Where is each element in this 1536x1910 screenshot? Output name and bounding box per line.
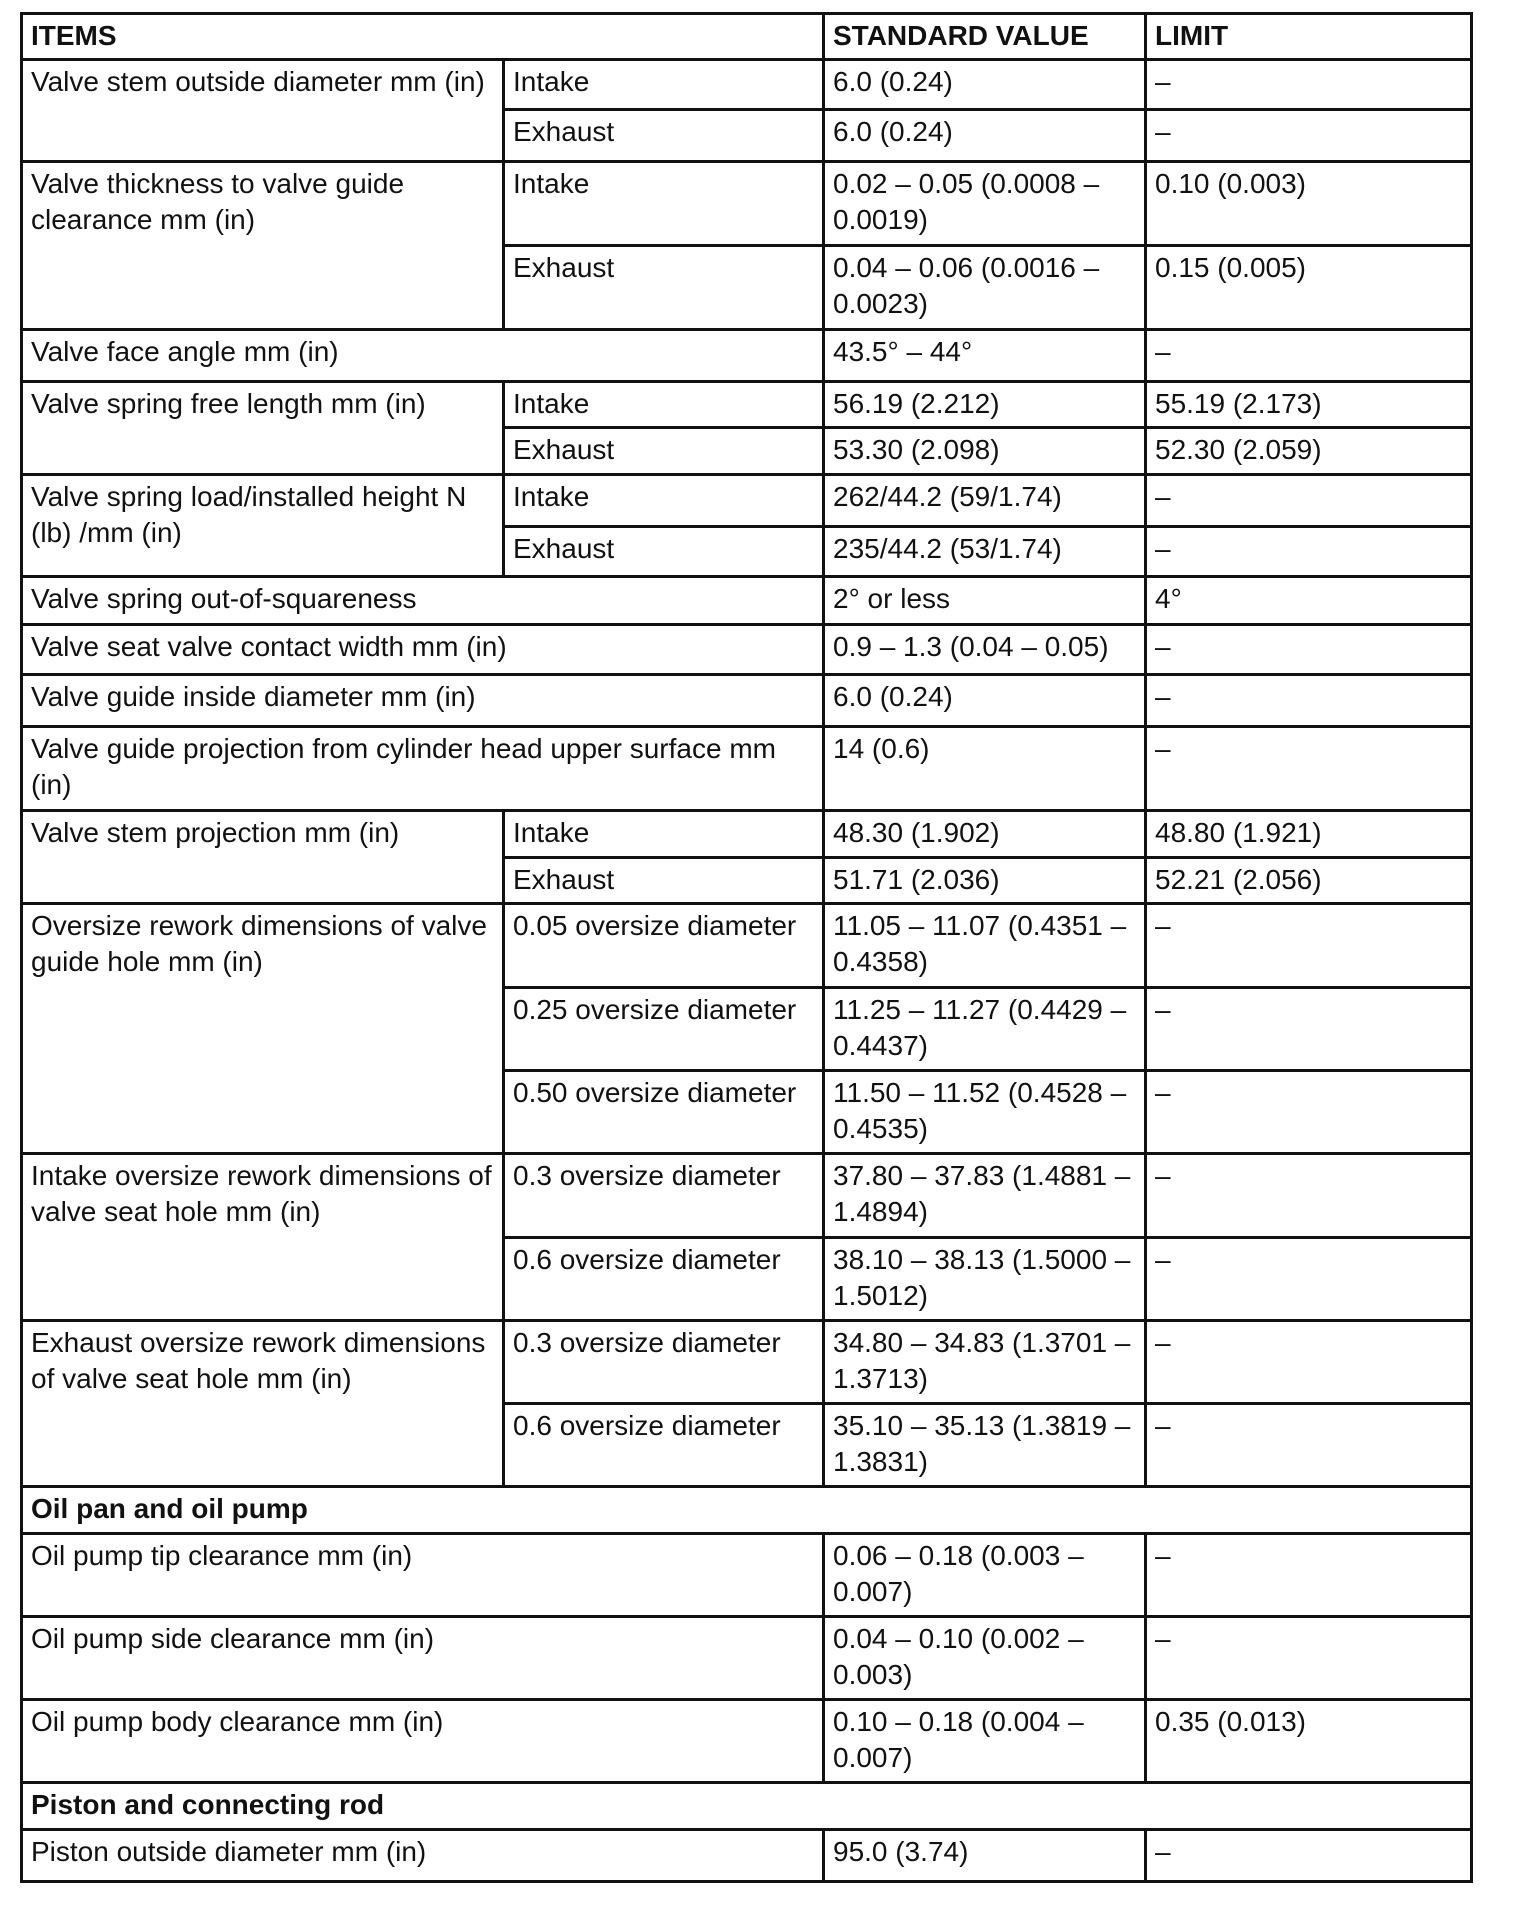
item-cell: Valve stem outside diameter mm (in) — [22, 60, 504, 162]
section-row — [22, 1487, 1472, 1534]
limit-cell: 0.15 (0.005) — [1146, 246, 1472, 330]
item-cell: Valve spring out-of-squareness — [22, 577, 824, 625]
item-cell: Valve face angle mm (in) — [22, 330, 824, 382]
limit-cell: 52.30 (2.059) — [1146, 428, 1472, 475]
table-row — [22, 625, 1472, 675]
limit-cell: – — [1146, 1321, 1472, 1404]
table-row — [22, 1154, 1472, 1238]
limit-cell: – — [1146, 675, 1472, 727]
item-cell: Valve guide inside diameter mm (in) — [22, 675, 824, 727]
standard-value-cell: 6.0 (0.24) — [824, 110, 1146, 162]
limit-cell: – — [1146, 1404, 1472, 1487]
item-cell: Valve guide projection from cylinder head upper surface mm (in) — [22, 727, 824, 811]
item-cell: Oil pump side clearance mm (in) — [22, 1617, 824, 1700]
limit-cell: – — [1146, 527, 1472, 577]
sub-item-cell: Intake — [504, 811, 824, 858]
standard-value-cell: 37.80 – 37.83 (1.4881 – 1.4894) — [824, 1154, 1146, 1238]
sub-item-cell: Exhaust — [504, 110, 824, 162]
table-row — [22, 475, 1472, 527]
sub-item-cell: Intake — [504, 475, 824, 527]
table-row — [22, 904, 1472, 988]
standard-value-cell: 11.05 – 11.07 (0.4351 – 0.4358) — [824, 904, 1146, 988]
table-row — [22, 1700, 1472, 1783]
sub-item-cell: Exhaust — [504, 428, 824, 475]
standard-value-cell: 0.04 – 0.10 (0.002 – 0.003) — [824, 1617, 1146, 1700]
item-cell: Valve spring load/installed height N (lb) /mm (in) — [22, 475, 504, 577]
sub-item-cell: Intake — [504, 162, 824, 246]
limit-cell: – — [1146, 60, 1472, 110]
standard-value-cell: 95.0 (3.74) — [824, 1830, 1146, 1882]
sub-item-cell: 0.25 oversize diameter — [504, 988, 824, 1071]
limit-cell: – — [1146, 330, 1472, 382]
sub-item-cell: 0.3 oversize diameter — [504, 1154, 824, 1238]
standard-value-cell: 51.71 (2.036) — [824, 858, 1146, 904]
table-row — [22, 1534, 1472, 1617]
table-row — [22, 727, 1472, 811]
standard-value-cell: 34.80 – 34.83 (1.3701 – 1.3713) — [824, 1321, 1146, 1404]
sub-item-cell: Exhaust — [504, 858, 824, 904]
standard-value-cell: 0.04 – 0.06 (0.0016 – 0.0023) — [824, 246, 1146, 330]
limit-cell: – — [1146, 904, 1472, 988]
limit-cell: 48.80 (1.921) — [1146, 811, 1472, 858]
sub-item-cell: Intake — [504, 382, 824, 428]
limit-cell: 0.10 (0.003) — [1146, 162, 1472, 246]
item-cell: Intake oversize rework dimensions of valve seat hole mm (in) — [22, 1154, 504, 1321]
standard-value-cell: 14 (0.6) — [824, 727, 1146, 811]
standard-value-cell: 262/44.2 (59/1.74) — [824, 475, 1146, 527]
sub-item-cell: 0.6 oversize diameter — [504, 1404, 824, 1487]
limit-cell: 52.21 (2.056) — [1146, 858, 1472, 904]
table-row — [22, 1830, 1472, 1882]
table-row — [22, 675, 1472, 727]
standard-value-cell: 56.19 (2.212) — [824, 382, 1146, 428]
standard-value-cell: 48.30 (1.902) — [824, 811, 1146, 858]
specifications-table — [20, 12, 1473, 1883]
header-standard-value: STANDARD VALUE — [824, 14, 1146, 60]
item-cell: Piston outside diameter mm (in) — [22, 1830, 824, 1882]
standard-value-cell: 38.10 – 38.13 (1.5000 – 1.5012) — [824, 1238, 1146, 1321]
item-cell: Oversize rework dimensions of valve guide hole mm (in) — [22, 904, 504, 1154]
table-row — [22, 577, 1472, 625]
standard-value-cell: 11.25 – 11.27 (0.4429 – 0.4437) — [824, 988, 1146, 1071]
table-row — [22, 1617, 1472, 1700]
item-cell: Valve thickness to valve guide clearance mm (in) — [22, 162, 504, 330]
standard-value-cell: 6.0 (0.24) — [824, 675, 1146, 727]
standard-value-cell: 53.30 (2.098) — [824, 428, 1146, 475]
standard-value-cell: 35.10 – 35.13 (1.3819 – 1.3831) — [824, 1404, 1146, 1487]
table-row — [22, 1321, 1472, 1404]
table-row — [22, 162, 1472, 246]
section-heading-oil-pan: Oil pan and oil pump — [22, 1487, 1472, 1534]
sub-item-cell: 0.6 oversize diameter — [504, 1238, 824, 1321]
standard-value-cell: 2° or less — [824, 577, 1146, 625]
item-cell: Valve stem projection mm (in) — [22, 811, 504, 904]
item-cell: Valve spring free length mm (in) — [22, 382, 504, 475]
standard-value-cell: 0.9 – 1.3 (0.04 – 0.05) — [824, 625, 1146, 675]
sub-item-cell: Exhaust — [504, 246, 824, 330]
limit-cell: 55.19 (2.173) — [1146, 382, 1472, 428]
table-row — [22, 382, 1472, 428]
table-row — [22, 811, 1472, 858]
item-cell: Oil pump body clearance mm (in) — [22, 1700, 824, 1783]
sub-item-cell: Exhaust — [504, 527, 824, 577]
item-cell: Valve seat valve contact width mm (in) — [22, 625, 824, 675]
limit-cell: 0.35 (0.013) — [1146, 1700, 1472, 1783]
item-cell: Exhaust oversize rework dimensions of valve seat hole mm (in) — [22, 1321, 504, 1487]
standard-value-cell: 0.06 – 0.18 (0.003 – 0.007) — [824, 1534, 1146, 1617]
limit-cell: – — [1146, 1534, 1472, 1617]
limit-cell: – — [1146, 110, 1472, 162]
table-row — [22, 60, 1472, 110]
limit-cell: – — [1146, 1238, 1472, 1321]
limit-cell: – — [1146, 475, 1472, 527]
standard-value-cell: 0.02 – 0.05 (0.0008 – 0.0019) — [824, 162, 1146, 246]
limit-cell: – — [1146, 988, 1472, 1071]
limit-cell: – — [1146, 1617, 1472, 1700]
header-items: ITEMS — [22, 14, 824, 60]
header-row — [22, 14, 1472, 60]
limit-cell: 4° — [1146, 577, 1472, 625]
table-row — [22, 330, 1472, 382]
standard-value-cell: 6.0 (0.24) — [824, 60, 1146, 110]
item-cell: Oil pump tip clearance mm (in) — [22, 1534, 824, 1617]
sub-item-cell: 0.05 oversize diameter — [504, 904, 824, 988]
standard-value-cell: 235/44.2 (53/1.74) — [824, 527, 1146, 577]
section-row — [22, 1783, 1472, 1830]
limit-cell: – — [1146, 1154, 1472, 1238]
standard-value-cell: 11.50 – 11.52 (0.4528 – 0.4535) — [824, 1071, 1146, 1154]
standard-value-cell: 0.10 – 0.18 (0.004 – 0.007) — [824, 1700, 1146, 1783]
sub-item-cell: 0.3 oversize diameter — [504, 1321, 824, 1404]
section-heading-piston: Piston and connecting rod — [22, 1783, 1472, 1830]
limit-cell: – — [1146, 727, 1472, 811]
limit-cell: – — [1146, 1071, 1472, 1154]
sub-item-cell: Intake — [504, 60, 824, 110]
sub-item-cell: 0.50 oversize diameter — [504, 1071, 824, 1154]
limit-cell: – — [1146, 1830, 1472, 1882]
header-limit: LIMIT — [1146, 14, 1472, 60]
standard-value-cell: 43.5° – 44° — [824, 330, 1146, 382]
limit-cell: – — [1146, 625, 1472, 675]
